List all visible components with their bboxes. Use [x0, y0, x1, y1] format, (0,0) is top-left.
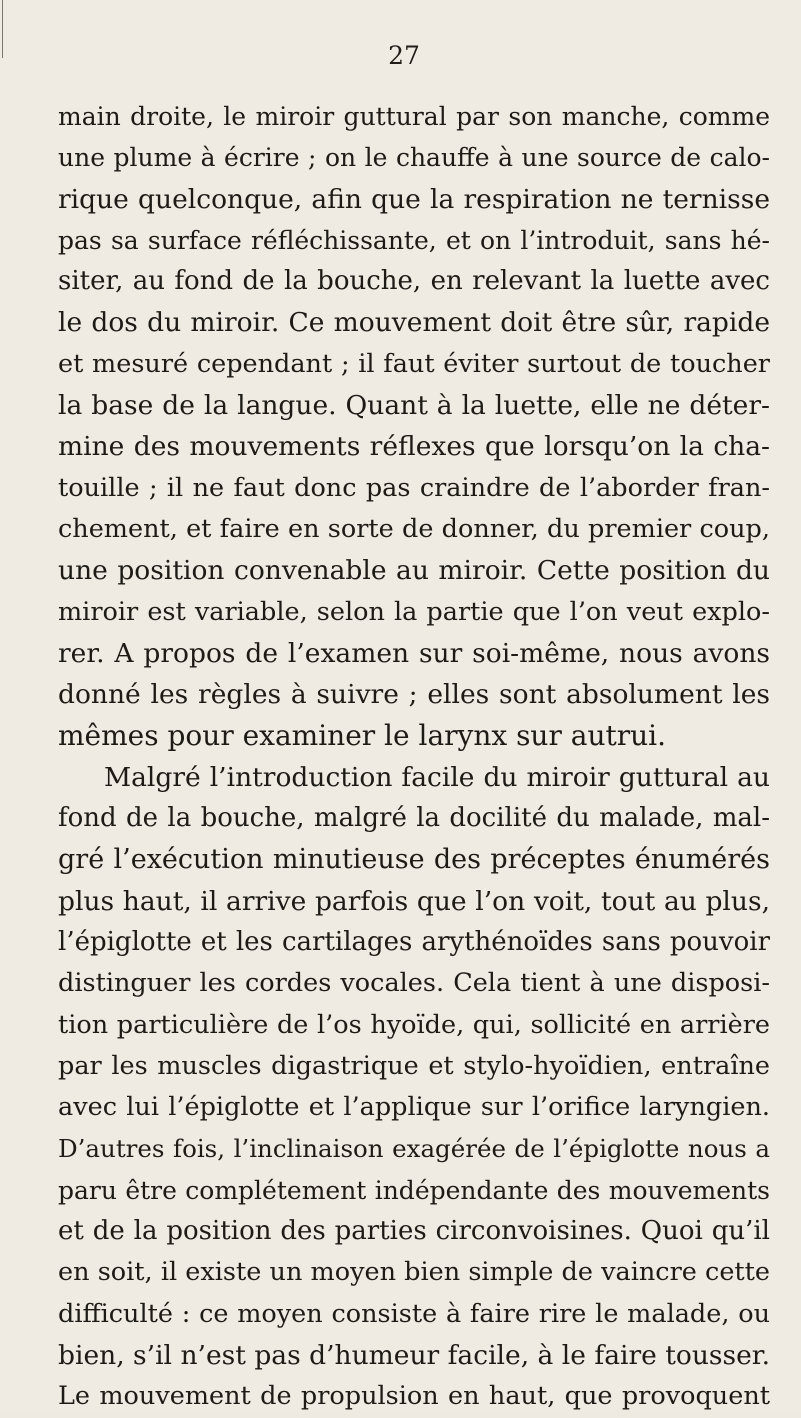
text-line: une plume à écrire ; on le chauffe à une source de calo- — [58, 143, 770, 173]
text-line: miroir est variable, selon la partie que l’on veut explo- — [58, 596, 770, 627]
text-line: donné les règles à suivre ; elles sont absolument les — [58, 679, 770, 711]
text-line: chement, et faire en sorte de donner, du premier coup, — [58, 513, 770, 544]
text-line: et mesuré cependant ; il faut éviter surtout de toucher — [58, 348, 770, 379]
text-line: gré l’exécution minutieuse des préceptes énumérés — [58, 844, 770, 876]
text-line: rer. A propos de l’examen sur soi-même, nous avons — [58, 637, 770, 669]
text-line: fond de la bouche, malgré la docilité du malade, mal- — [58, 803, 770, 834]
text-line: rique quelconque, afin que la respiration ne ternisse — [58, 183, 770, 215]
text-line: le dos du miroir. Ce mouvement doit être sûr, rapide — [58, 307, 770, 339]
text-line: l’épiglotte et les cartilages arythénoïdes sans pouvoir — [58, 926, 770, 957]
text-line: siter, au fond de la bouche, en relevant la luette avec — [58, 266, 770, 297]
text-line: main droite, le miroir guttural par son manche, comme — [58, 102, 770, 131]
text-line: avec lui l’épiglotte et l’applique sur l’orifice laryngien. — [58, 1092, 770, 1123]
body-text — [58, 96, 770, 1418]
text-line: plus haut, il arrive parfois que l’on voit, tout au plus, — [58, 885, 770, 917]
text-line: par les muscles digastrique et stylo-hyoïdien, entraîne — [58, 1050, 770, 1081]
text-line: paru être complétement indépendante des mouvements — [58, 1175, 770, 1205]
text-line: la base de la langue. Quant à la luette, elle ne déter- — [58, 390, 770, 422]
page-number: 27 — [388, 41, 420, 70]
page-edge-line — [2, 0, 3, 58]
text-line: distinguer les cordes vocales. Cela tient à une disposi- — [58, 968, 770, 999]
paragraph-start-line: Malgré l’introduction facile du miroir guttural au — [104, 761, 770, 793]
text-line: bien, s’il n’est pas d’humeur facile, à le faire tousser. — [58, 1339, 770, 1371]
text-line: D’autres fois, l’inclinaison exagérée de l’épiglotte nous a — [58, 1134, 770, 1164]
text-line: pas sa surface réfléchissante, et on l’introduit, sans hé- — [58, 225, 770, 255]
text-line: mine des mouvements réflexes que lorsqu’on la cha- — [58, 431, 770, 463]
paragraph-end-line: mêmes pour examiner le larynx sur autrui. — [58, 719, 667, 753]
text-line: difficulté : ce moyen consiste à faire rire le malade, ou — [58, 1298, 770, 1329]
text-line: et de la position des parties circonvoisines. Quoi qu’il — [58, 1216, 770, 1247]
text-line: touille ; il ne faut donc pas craindre de l’aborder fran- — [58, 472, 770, 503]
text-line: Le mouvement de propulsion en haut, que provoquent — [58, 1381, 770, 1412]
text-line: une position convenable au miroir. Cette position du — [58, 555, 770, 587]
text-line: tion particulière de l’os hyoïde, qui, sollicité en arrière — [58, 1009, 770, 1040]
text-line: en soit, il existe un moyen bien simple de vaincre cette — [58, 1257, 770, 1288]
